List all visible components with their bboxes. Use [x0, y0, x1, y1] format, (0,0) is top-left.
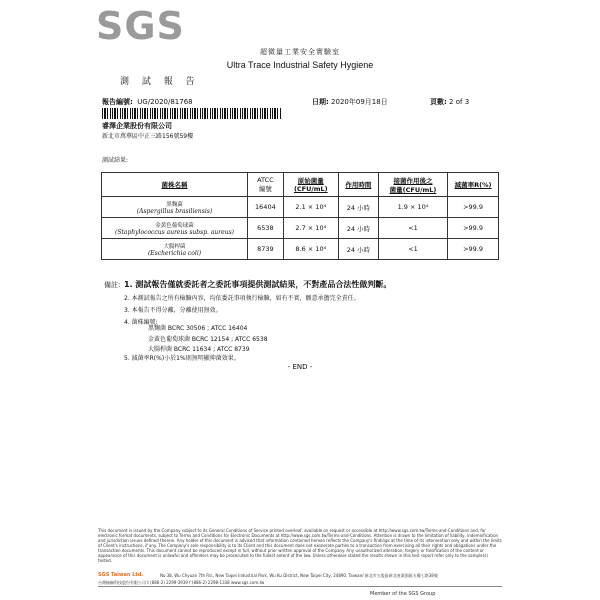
table-row — [102, 197, 499, 218]
rate-cell: >99.9 — [448, 218, 499, 239]
time-cell: 24 小時 — [338, 218, 378, 239]
initial-cell: 2.1 × 10⁴ — [283, 197, 338, 218]
organism-cell: 黑麴菌 (Aspergillus brasiliensis) — [102, 197, 248, 218]
report-number-label: 報告編號: — [102, 98, 133, 106]
time-cell: 24 小時 — [338, 239, 378, 260]
rate-cell: >99.9 — [448, 239, 499, 260]
results-table — [101, 172, 499, 260]
header-after: 接菌作用後之 菌量(CFU/mL) — [378, 173, 447, 197]
report-number-value: UG/2020/81768 — [137, 98, 193, 106]
atcc-cell: 16404 — [248, 197, 284, 218]
table-row — [102, 239, 499, 260]
report-title: 測 試 報 告 — [120, 77, 200, 87]
footer-divider — [98, 586, 502, 587]
footer-contact: 台灣檢驗科技股份有限公司 t (886-2) 2299-3939 f (886-2) 2298-1338 www.sgs.com.tw — [98, 580, 265, 585]
atcc-cell: 6538 — [248, 218, 284, 239]
note-5-wrap — [104, 353, 484, 362]
report-date-value: 2020年09月18日 — [331, 98, 388, 106]
note-1: 1. 測試報告僅就委託者之委託事項提供測試結果，不對產品合法性做判斷。 — [124, 280, 392, 289]
initial-cell: 8.6 × 10⁴ — [283, 239, 338, 260]
footer-disclaimer: This document is issued by the Company subject to its General Conditions of Service printed overleaf, available on request or accessible at http://www.sgs.com.tw/Terms-and-Conditions and, for electronic format documents, subject to Terms and Conditions for Electronic Documents at http://www.sgs.com.tw/Terms-and-Conditions. Attention is drawn to the limitation of liability, indemnification and jurisdiction issues defined therein. Any holder of this document is advised that information contained hereon reflects the Company's findings at the time of its intervention only and within the limits of Client's instructions, if any. The Company's sole responsibility is to its Client and this document does not exonerate parties to a transaction from exercising all their rights and obligations under the transaction documents. This document cannot be reproduced except in full, without prior written approval of the Company. Any unauthorized alteration, forgery or falsification of the content or appearance of this document is unlawful and offenders may be prosecuted to the fullest extent of the law. Unless otherwise stated the results shown in this test report refer only to the sample(s) tested. — [98, 528, 502, 563]
initial-cell: 2.7 × 10⁴ — [283, 218, 338, 239]
report-date — [312, 97, 388, 107]
notes-label: 備註: — [104, 281, 121, 289]
header-initial: 原始菌量 (CFU/mL) — [283, 173, 338, 197]
footer-address: No.38, Wu Chyuan 7th Rd., New Taipei Industrial Park, Wu Ku District, New Taipei City, 24890, Taiwan/ 新北市五股區新北產業園區五權七路38號 — [160, 573, 438, 578]
note-2: 2. 本測試報告之所有檢驗內容，均依委託事項執行檢驗，如有不實，願意承擔完全責任。 — [124, 295, 360, 302]
footer-company: SGS Taiwan Ltd. — [98, 572, 144, 578]
report-date-label: 日期: — [312, 98, 329, 106]
rate-cell: >99.9 — [448, 197, 499, 218]
client-company: 睿澤企業股份有限公司 — [102, 122, 172, 130]
after-cell: <1 — [378, 239, 447, 260]
strain-1: 黑麴菌 BCRC 30506 ; ATCC 16404 — [148, 325, 248, 332]
note-5: 5. 減菌率R(%)小於1%則無明顯抑菌效果。 — [124, 355, 240, 362]
strain-2: 金黃色葡萄球菌 BCRC 12154 ; ATCC 6538 — [148, 336, 268, 343]
strain-3: 大腸桿菌 BCRC 11634 ; ATCC 8739 — [148, 346, 250, 353]
after-cell: 1.9 × 10⁴ — [378, 197, 447, 218]
lab-name-cn: 超微量工業安全實驗室 — [260, 48, 340, 56]
page-value: 2 of 3 — [449, 98, 470, 106]
report-page-count — [430, 97, 469, 107]
atcc-cell: 8739 — [248, 239, 284, 260]
header-organism: 菌株名稱 — [102, 173, 248, 197]
header-time: 作用時間 — [338, 173, 378, 197]
notes-section — [104, 279, 484, 326]
header-atcc: ATCC 編號 — [248, 173, 284, 197]
table-row — [102, 218, 499, 239]
lab-name-en: Ultra Trace Industrial Safety Hygiene — [226, 60, 374, 70]
footer-member: Member of the SGS Group — [370, 591, 436, 597]
note-4: 4. 菌株編號: — [124, 319, 158, 326]
note-3: 3. 本報告不得分離，分離使用無效。 — [124, 307, 222, 314]
barcode-image — [102, 108, 282, 119]
organism-cell: 金黃色葡萄球菌 (Staphylococcus aureus subsp. aureus) — [102, 218, 248, 239]
end-marker: - END - — [287, 363, 313, 371]
client-address: 新北市萬華區中正三路156號59樓 — [102, 133, 194, 140]
organism-cell: 大腸桿菌 (Escherichia coli) — [102, 239, 248, 260]
report-number — [102, 97, 193, 107]
time-cell: 24 小時 — [338, 197, 378, 218]
header-rate: 減菌率R(%) — [448, 173, 499, 197]
sgs-logo: SGS — [96, 4, 185, 48]
after-cell: <1 — [378, 218, 447, 239]
table-header-row — [102, 173, 499, 197]
results-label: 測試結果: — [102, 157, 129, 164]
page-label: 頁數: — [430, 98, 447, 106]
